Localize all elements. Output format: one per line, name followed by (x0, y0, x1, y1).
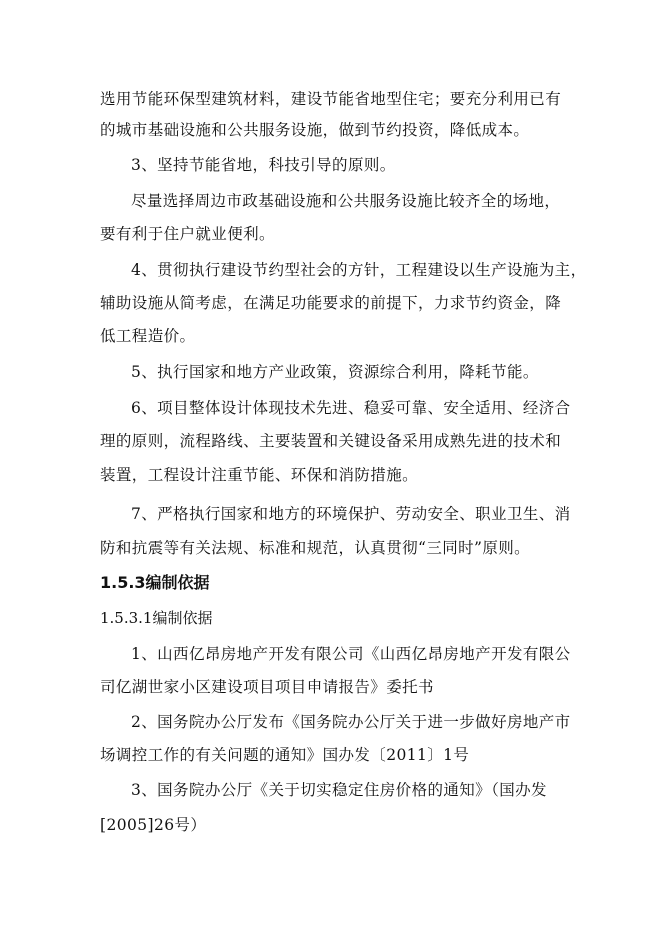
paragraph-line: 3、坚持节能省地，科技引导的原则。 (131, 156, 396, 174)
paragraph-line: 低工程造价。 (100, 327, 196, 345)
reference-line: 司亿湖世家小区建设项目项目申请报告》委托书 (100, 678, 434, 696)
reference-line: [2005]26号） (100, 816, 207, 834)
paragraph-line: 4、贯彻执行建设节约型社会的方针，工程建设以生产设施为主， (131, 261, 587, 279)
subsection-heading: 1.5.3.1编制依据 (100, 609, 213, 627)
reference-line: 3、国务院办公厅《关于切实稳定住房价格的通知》（国办发 (131, 781, 547, 799)
paragraph-line: 装置，工程设计注重节能、环保和消防措施。 (100, 466, 419, 484)
paragraph-line: 5、执行国家和地方产业政策，资源综合利用，降耗节能。 (131, 363, 539, 381)
paragraph-line: 选用节能环保型建筑材料，建设节能省地型住宅；要充分利用已有 (100, 90, 562, 108)
paragraph-line: 尽量选择周边市政基础设施和公共服务设施比较齐全的场地， (131, 192, 561, 210)
reference-line: 1、山西亿昂房地产开发有限公司《山西亿昂房地产开发有限公 (131, 645, 571, 663)
paragraph-line: 理的原则，流程路线、主要装置和关键设备采用成熟先进的技术和 (100, 432, 562, 450)
paragraph-line: 的城市基础设施和公共服务设施，做到节约投资，降低成本。 (100, 121, 530, 139)
paragraph-line: 防和抗震等有关法规、标准和规范，认真贯彻“三同时”原则。 (100, 539, 531, 557)
paragraph-line: 6、项目整体设计体现技术先进、稳妥可靠、安全适用、经济合 (131, 399, 571, 417)
section-heading: 1.5.3编制依据 (100, 573, 210, 592)
reference-line: 2、国务院办公厅发布《国务院办公厅关于进一步做好房地产市 (131, 713, 571, 731)
paragraph-line: 7、严格执行国家和地方的环境保护、劳动安全、职业卫生、消 (131, 505, 571, 523)
paragraph-line: 辅助设施从简考虑，在满足功能要求的前提下，力求节约资金，降 (100, 294, 562, 312)
reference-line: 场调控工作的有关问题的通知》国办发〔2011〕1号 (100, 746, 470, 764)
paragraph-line: 要有利于住户就业便利。 (100, 225, 275, 243)
